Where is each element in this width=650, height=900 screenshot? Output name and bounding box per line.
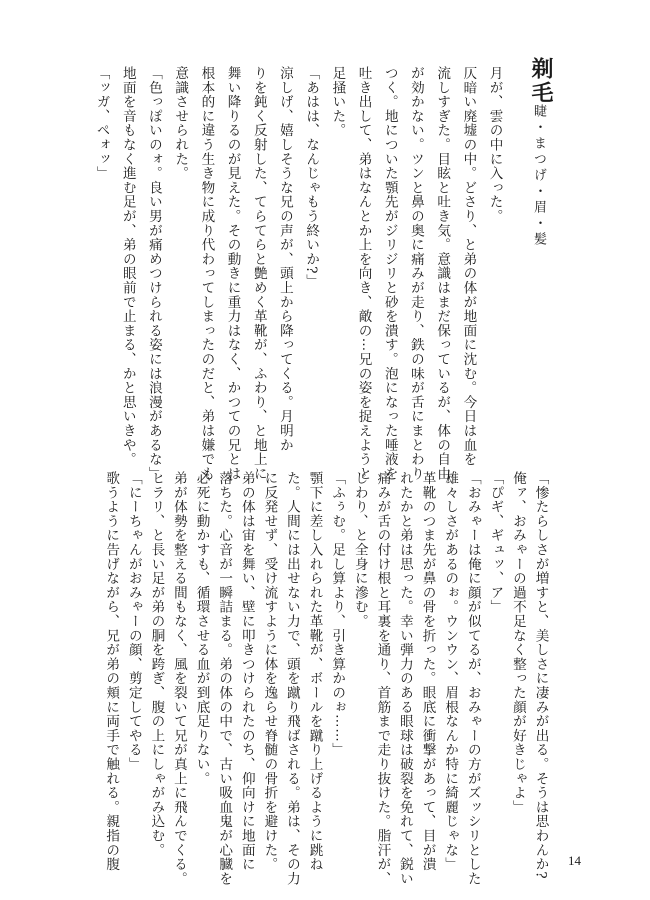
text-column: 顎下に差し入れられた革靴が、ボールを蹴り上げるように跳ね	[306, 471, 323, 872]
text-column: 「ふぅむ。足し算より、引き算かのぉ⋯⋯」	[329, 471, 346, 757]
text-column: ヒラリ、と長い足が弟の胴を跨ぎ、腹の上にしゃがみ込む。	[148, 471, 165, 858]
text-column: 「色っぽいのォ。良い男が痛めつけられる姿には浪漫があるな」	[145, 66, 162, 481]
text-column: 雄々しさがあるのぉ。ウンウン、眉根なんか特に綺麗じゃな」	[442, 471, 459, 872]
text-column: 月が、雲の中に入った。	[486, 66, 503, 224]
text-column: た。人間には出せない力で、頭を蹴り飛ばされる。弟は、その力	[283, 471, 300, 886]
text-column: 弟の体は宙を舞い、壁に叩きつけられたのち、仰向けに地面に	[238, 471, 255, 872]
text-column: 革靴のつま先が鼻の骨を折った。眼底に衝撃があって、目が潰	[419, 471, 436, 872]
text-column: 必死に動かすも、循環させる血が到底足りない。	[193, 471, 210, 786]
text-column: じわり、と全身に滲む。	[351, 471, 368, 629]
text-column: 足掻いた。	[329, 66, 346, 138]
text-column: 涼しげ、嬉しそうな兄の声が、頭上から降ってくる。月明か	[276, 66, 293, 453]
text-column: 意識させられた。	[172, 66, 189, 181]
text-column: 弟が体勢を整える間もなく、風を裂いて兄が真上に飛んでくる。	[170, 471, 187, 886]
chapter-title: 剃毛	[528, 57, 554, 105]
text-column: に反発せず、受け流すように体を逸らせ脊髄の骨折を避けた。	[261, 471, 278, 872]
text-column: 「にーちゃんがおみゃーの顔、剪定してやる」	[125, 471, 142, 772]
text-column: が効かない。ツンと鼻の奥に痛みが走り、鉄の味が舌にまとわり	[407, 66, 424, 481]
text-column: 「ッガ、ペォッ」	[93, 66, 110, 181]
text-column: 落ちた。心音が一瞬詰まる。弟の体の中で、古い吸血鬼が心臓を	[216, 471, 233, 886]
text-column: 地面を音もなく進む足が、弟の眼前で止まる、かと思いきや。	[119, 66, 136, 467]
text-column: 舞い降りるのが見えた。その動きに重力はなく、かつての兄とは	[224, 66, 241, 481]
page-number: 14	[568, 853, 581, 868]
text-column: 俺ァ、おみゃーの過不足なく整った顔が好きじゃよ」	[509, 471, 526, 815]
chapter-subtitle: 睫・まつげ・眉・髪	[531, 104, 546, 248]
text-column: つく。地についた顎先がジリジリと砂を潰す。泡になった唾液を	[381, 66, 398, 481]
text-column: 「ぴギ、ギュッ、ア」	[487, 471, 504, 614]
text-column: れたかと弟は思った。幸い弾力のある眼球は破裂を免れて、鋭い	[396, 471, 413, 886]
text-column: 「あはは、なんじゃもう終いか?」	[303, 66, 320, 289]
text-column: 痛みが舌の付け根と耳裏を通り、首筋まで走り抜けた。脂汗が、	[374, 471, 391, 886]
text-column: 「惨たらしさが増すと、美しさに凄みが出る。そうは思わんか?	[532, 471, 549, 880]
text-column: 根本的に違う生き物に成り代わってしまったのだと、弟は嫌でも	[198, 66, 215, 481]
text-column: 流しすぎた。目眩と吐き気。意識はまだ保っているが、体の自由	[434, 66, 451, 481]
text-column: 吐き出して、弟はなんとか上を向き、敵の⋯兄の姿を捉えようと	[355, 66, 372, 481]
text-column: りを鈍く反射した、てらてらと艶めく革靴が、ふわり、と地上に	[250, 66, 267, 481]
text-column: 仄暗い廃墟の中。どさり、と弟の体が地面に沈む。今日は血を	[460, 66, 477, 467]
text-column: 「おみゃーは俺に顔が似てるが、おみゃーの方がズッシリとした	[464, 471, 481, 886]
text-column: 歌うように告げながら、兄が弟の頬に両手で触れる。親指の腹	[103, 471, 120, 872]
